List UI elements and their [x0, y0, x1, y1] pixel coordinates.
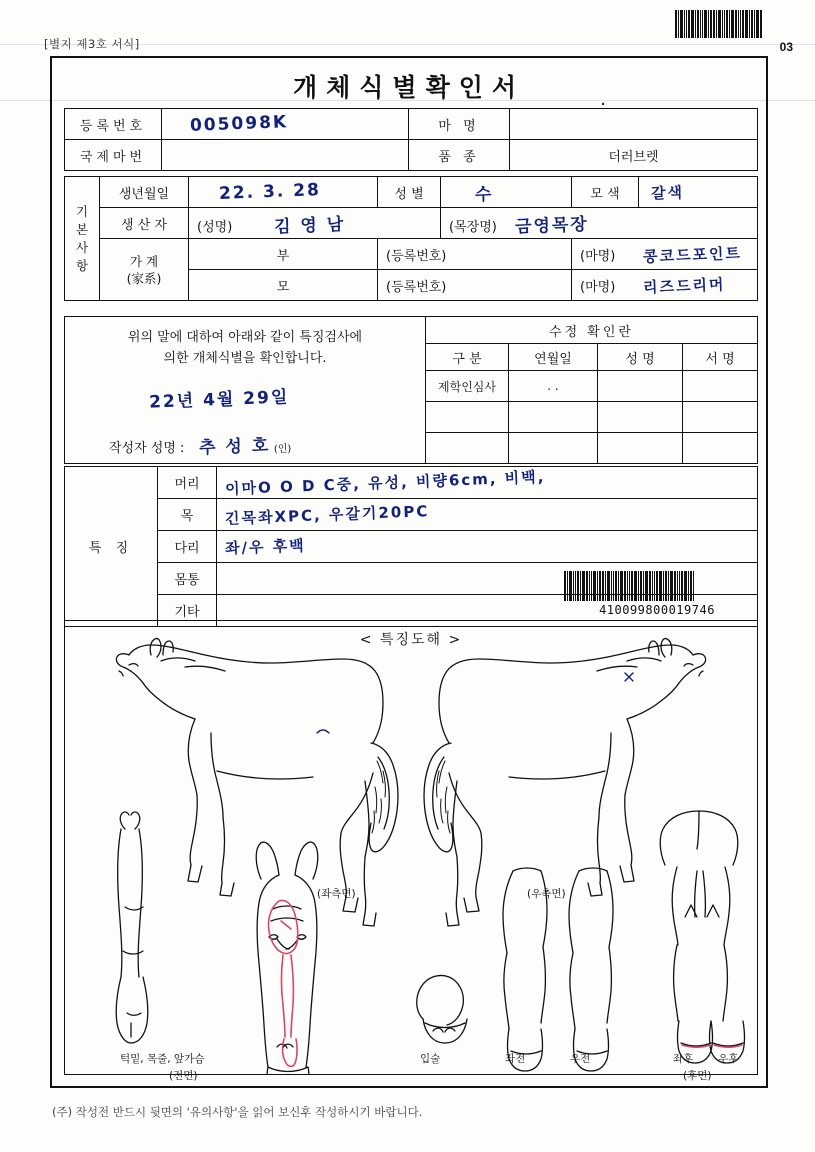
confirmation-date: 22년 4월 29일 — [148, 387, 290, 413]
correction-division-3 — [426, 433, 509, 464]
correction-name-1 — [598, 371, 683, 402]
caption-right-side: (우측면) — [527, 888, 566, 900]
page-number: 03 — [779, 40, 793, 54]
correction-name-2 — [598, 402, 683, 433]
form-tag: [별지 제3호 서식] — [44, 37, 140, 51]
top-barcode — [675, 10, 793, 38]
feature-label-legs: 다리 — [158, 531, 217, 563]
international-id-value — [162, 140, 409, 171]
farm-value: 금영목장 — [514, 214, 590, 237]
color-label: 모 색 — [572, 177, 639, 208]
basic-info-table — [64, 176, 758, 301]
feature-label-other: 기타 — [158, 595, 217, 627]
confirmation-table — [64, 316, 758, 464]
correction-division-2 — [426, 402, 509, 433]
barcode-number: 410099800019746 — [599, 603, 715, 617]
footnote: (주) 작성전 반드시 뒷면의 '유의사항'을 읽어 보신후 작성하시기 바랍니다. — [52, 1105, 423, 1119]
correction-date-3 — [509, 433, 598, 464]
table-row — [65, 239, 758, 270]
feature-value-legs: 좌/우 후백 — [217, 531, 758, 563]
document-barcode — [564, 571, 750, 601]
feature-value-neck: 긴목좌XPC, 우갈기20PC — [217, 499, 758, 531]
correction-title: 수정 확인란 — [426, 317, 758, 344]
diagram-title: < 특징도해 > — [359, 632, 463, 648]
sire-name-label: (마명) — [580, 248, 616, 264]
feature-value-head: 이마O O D C중, 유성, 비량6cm, 비백, — [217, 467, 758, 499]
sire-name-value: 콩코드포인트 — [643, 243, 743, 266]
caption-mouth: 입술 — [420, 1053, 441, 1065]
correction-header-sign: 서 명 — [683, 344, 758, 371]
breed-label: 품 종 — [409, 140, 510, 171]
correction-date-1: . . — [509, 371, 598, 402]
sire-name-cell — [572, 239, 758, 270]
dam-name-cell — [572, 270, 758, 301]
correction-header-name: 성 명 — [598, 344, 683, 371]
table-row — [65, 531, 758, 563]
correction-sign-3 — [683, 433, 758, 464]
sire-label: 부 — [189, 239, 378, 270]
producer-name-label: (성명) — [197, 219, 233, 235]
farm-cell — [441, 208, 758, 239]
writer-label: 작성자 성명 : — [109, 441, 185, 456]
sire-reg-cell: (등록번호) — [378, 239, 572, 270]
feature-diagram — [64, 620, 758, 1082]
producer-name-cell — [189, 208, 441, 239]
seal-label: (인) — [273, 444, 292, 455]
statement-line-1: 위의 말에 대하여 아래와 같이 특징검사에 — [127, 330, 363, 345]
caption-front-parts: 턱밑, 목줄, 앞가슴 — [120, 1053, 205, 1065]
caption-left-side: (좌측면) — [317, 888, 356, 900]
correction-name-3 — [598, 433, 683, 464]
sex-label: 성 별 — [378, 177, 441, 208]
table-row — [65, 467, 758, 499]
form-frame — [50, 56, 768, 1088]
horse-name-label: 마 명 — [409, 109, 510, 140]
statement-line-2: 의한 개체식별을 확인합니다. — [163, 351, 327, 366]
correction-header-date: 연월일 — [509, 344, 598, 371]
correction-sign-1 — [683, 371, 758, 402]
birth-label: 생년월일 — [100, 177, 189, 208]
correction-sign-2 — [683, 402, 758, 433]
producer-label: 생 산 자 — [100, 208, 189, 239]
basic-info-section-label: 기 본 사 항 — [65, 177, 100, 301]
farm-label: (목장명) — [449, 219, 497, 235]
registration-number-value: 005098K — [162, 109, 409, 140]
producer-name-value: 김 영 남 — [274, 214, 346, 237]
table-row — [65, 499, 758, 531]
feature-label-body: 몸통 — [158, 563, 217, 595]
registration-number-label: 등록번호 — [65, 109, 162, 140]
table-row — [65, 140, 758, 171]
dam-reg-cell: (등록번호) — [378, 270, 572, 301]
horse-diagram-svg — [65, 621, 757, 1074]
feature-label-head: 머리 — [158, 467, 217, 499]
table-row — [65, 177, 758, 208]
international-id-label: 국제마번 — [65, 140, 162, 171]
birth-value: 22. 3. 28 — [189, 177, 378, 208]
pen-marks — [317, 673, 633, 733]
caption-left-front: 좌전 — [505, 1053, 526, 1065]
title-mark: · — [600, 94, 606, 115]
dam-name-value: 리즈드리머 — [643, 274, 727, 297]
pedigree-label: 가 계 (家系) — [100, 239, 189, 301]
writer-value: 추 성 호 — [198, 435, 271, 459]
caption-left-rear: 좌후 — [673, 1053, 694, 1065]
correction-date-2 — [509, 402, 598, 433]
caption-right-rear: 우후 — [718, 1053, 739, 1065]
dam-name-label: (마명) — [580, 279, 616, 295]
table-row — [65, 109, 758, 140]
color-value: 갈색 — [639, 177, 758, 208]
head-marking-annotation — [268, 900, 297, 1066]
feature-label-neck: 목 — [158, 499, 217, 531]
breed-value: 더러브렛 — [510, 140, 758, 171]
confirmation-statement-cell — [65, 317, 426, 464]
correction-division-1: 제학인심사 — [426, 371, 509, 402]
dam-label: 모 — [189, 270, 378, 301]
horse-name-value — [510, 109, 758, 140]
identification-table — [64, 108, 758, 171]
caption-front-label: (전면) — [169, 1070, 198, 1082]
table-row — [65, 208, 758, 239]
page-title: 개체식별확인서 — [292, 73, 526, 102]
correction-header-division: 구 분 — [426, 344, 509, 371]
features-section-label: 특 징 — [65, 467, 158, 627]
sex-value: 수 — [441, 177, 572, 208]
caption-right-front: 우전 — [570, 1053, 591, 1065]
table-row — [65, 317, 758, 344]
caption-rear-label: (후면) — [683, 1070, 712, 1082]
